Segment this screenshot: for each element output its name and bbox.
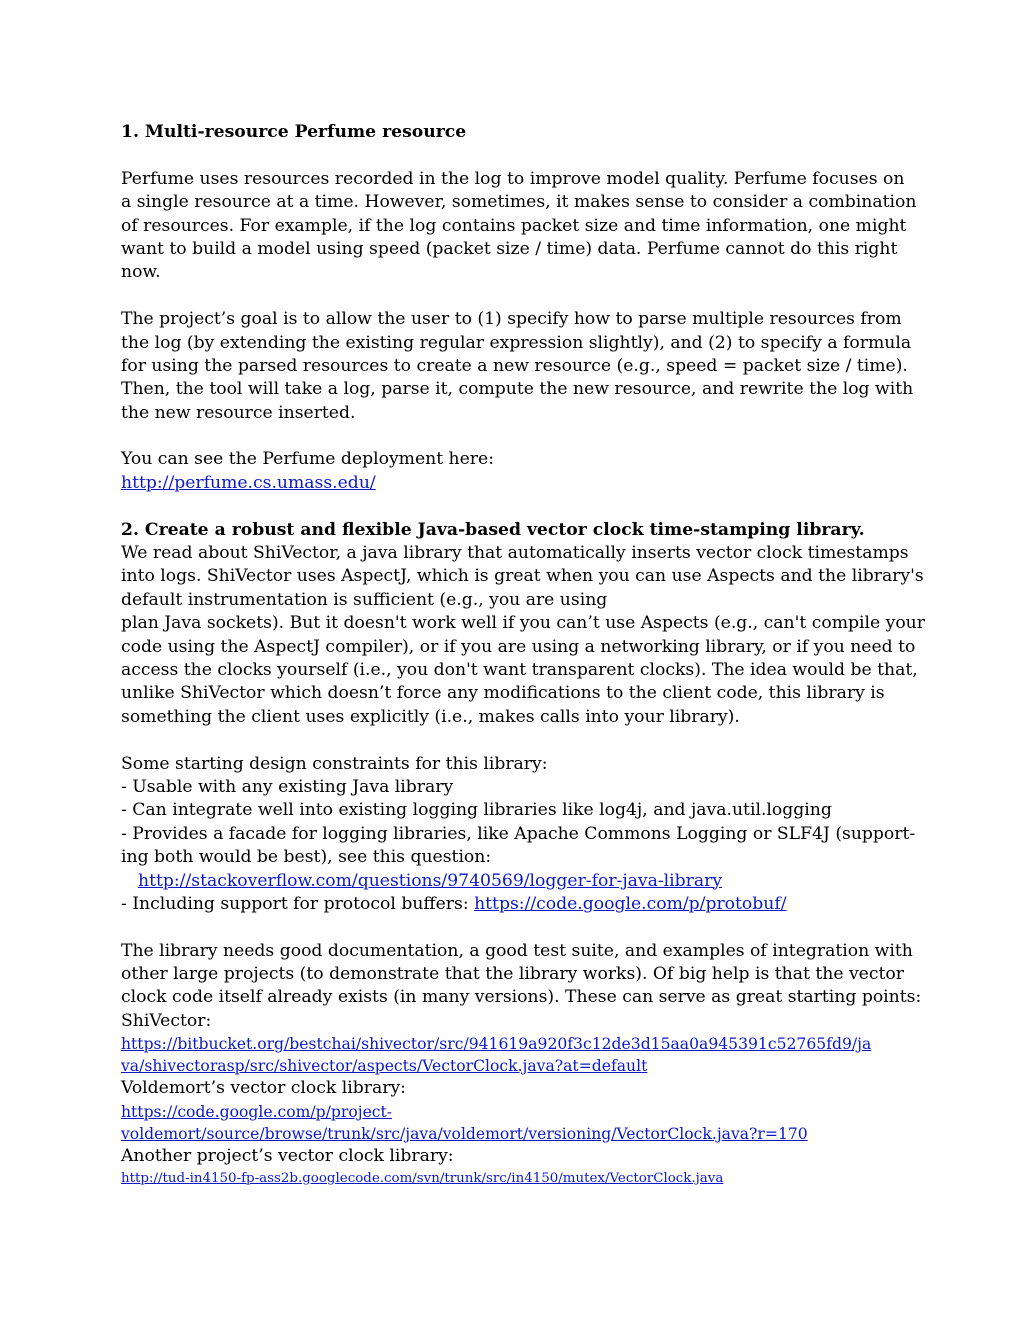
section1-heading: 1. Multi-resource Perfume resource <box>121 122 467 142</box>
paragraph-line: plan Java sockets). But it doesn't work well if you can’t use Aspects (e.g., can't compile your <box>121 613 925 634</box>
protobuf-link[interactable]: https://code.google.com/p/protobuf/ <box>474 893 787 914</box>
paragraph-line: clock code itself already exists (in many versions). These can serve as great starting points: <box>121 987 922 1008</box>
paragraph-line: unlike ShiVector which doesn’t force any modifications to the client code, this library is <box>121 683 885 704</box>
paragraph-line: access the clocks yourself (i.e., you don't want transparent clocks). The idea would be that, <box>121 659 918 680</box>
list-item <box>121 893 911 916</box>
paragraph-line: The project’s goal is to allow the user to (1) specify how to parse multiple resources from <box>121 309 902 330</box>
another-project-link[interactable]: http://tud-in4150-fp-ass2b.googlecode.com/svn/trunk/src/in4150/mutex/VectorClock.java <box>121 1171 724 1187</box>
paragraph-line: the new resource inserted. <box>121 402 356 423</box>
section1-paragraph1 <box>121 168 917 285</box>
paragraph-line: into logs. ShiVector uses AspectJ, which is great when you can use Aspects and the library's <box>121 566 924 587</box>
paragraph-line: Perfume uses resources recorded in the log to improve model quality. Perfume focuses on <box>121 168 905 189</box>
paragraph-line: The library needs good documentation, a good test suite, and examples of integration with <box>121 940 913 961</box>
deployment-line <box>121 472 911 495</box>
paragraph-line: for using the parsed resources to create a new resource (e.g., speed = packet size / time). <box>121 355 908 376</box>
paragraph-line: of resources. For example, if the log contains packet size and time information, one might <box>121 215 907 236</box>
shivector-link-line <box>121 1055 911 1077</box>
shivector-link-continuation[interactable]: va/shivectorasp/src/shivector/aspects/VectorClock.java?at=default <box>121 1057 648 1076</box>
list-item: - Usable with any existing Java library <box>121 776 454 797</box>
section1-paragraph2 <box>121 308 914 425</box>
stackoverflow-line <box>121 870 911 893</box>
stackoverflow-link[interactable]: http://stackoverflow.com/questions/9740569/logger-for-java-library <box>138 870 723 891</box>
constraints-intro: Some starting design constraints for this library: <box>121 753 548 774</box>
paragraph-line: default instrumentation is sufficient (e.g., you are using <box>121 589 608 610</box>
shivector-link[interactable]: https://bitbucket.org/bestchai/shivector/src/941619a920f3c12de3d15aa0a945391c52765fd9/ja <box>121 1035 872 1054</box>
paragraph-line: now. <box>121 262 161 283</box>
protobuf-prefix: - Including support for protocol buffers: <box>121 893 475 914</box>
shivector-link-line <box>121 1033 911 1055</box>
list-item: - Provides a facade for logging libraries, like Apache Commons Logging or SLF4J (support- <box>121 823 916 844</box>
paragraph-line: something the client uses explicitly (i.e., makes calls into your library). <box>121 706 740 727</box>
list-item: - Can integrate well into existing logging libraries like log4j, and java.util.logging <box>121 800 832 821</box>
section2-heading: 2. Create a robust and flexible Java-based vector clock time-stamping library. <box>121 519 865 540</box>
perfume-deployment-link[interactable]: http://perfume.cs.umass.edu/ <box>121 472 376 493</box>
shivector-label: ShiVector: <box>121 1010 212 1031</box>
paragraph-line: a single resource at a time. However, sometimes, it makes sense to consider a combination <box>121 192 917 213</box>
document-page <box>121 120 925 1190</box>
paragraph-line: other large projects (to demonstrate that the library works). Of big help is that the vector <box>121 964 904 985</box>
paragraph-line: code using the AspectJ compiler), or if you are using a networking library, or if you need to <box>121 636 916 657</box>
deployment-text: You can see the Perfume deployment here: <box>121 449 494 470</box>
voldemort-link-line <box>121 1123 911 1145</box>
voldemort-link-line <box>121 1101 911 1123</box>
paragraph-line: We read about ShiVector, a java library that automatically inserts vector clock timestamps <box>121 543 909 564</box>
design-constraints-list <box>121 753 916 917</box>
section2-paragraph1 <box>121 542 925 729</box>
paragraph-line: want to build a model using speed (packet size / time) data. Perfume cannot do this right <box>121 238 898 259</box>
voldemort-label: Voldemort’s vector clock library: <box>121 1078 406 1099</box>
voldemort-link[interactable]: https://code.google.com/p/project- <box>121 1102 393 1121</box>
section2-paragraph3 <box>121 940 922 1010</box>
paragraph-line: Then, the tool will take a log, parse it, compute the new resource, and rewrite the log with <box>121 379 914 400</box>
paragraph-line: the log (by extending the existing regular expression slightly), and (2) to specify a formula <box>121 332 912 353</box>
list-item-continuation: ing both would be best), see this question: <box>121 847 492 868</box>
another-project-label: Another project’s vector clock library: <box>121 1145 454 1166</box>
voldemort-link-continuation[interactable]: voldemort/source/browse/trunk/src/java/voldemort/versioning/VectorClock.java?r=170 <box>121 1124 808 1143</box>
another-project-link-line <box>121 1168 911 1190</box>
